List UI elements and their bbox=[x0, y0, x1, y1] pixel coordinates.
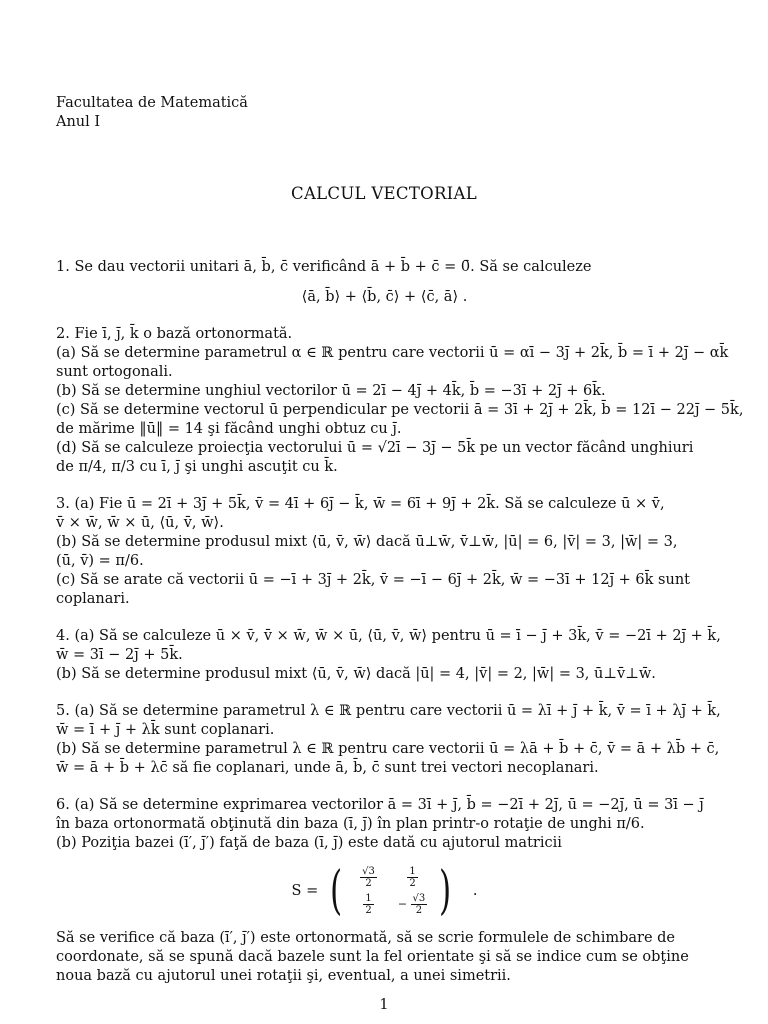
page-number: 1 bbox=[379, 997, 389, 1013]
problem-2-line-7: (d) Să se calculeze proiecţia vectorului ū = √2ī − 3j̄ − 5k̄ pe un vector făcând unghiuri bbox=[56, 440, 694, 456]
problem-5-line-3: (b) Să se determine parametrul λ ∈ ℝ pentru care vectorii ū = λā + b̄ + c̄, v̄ = ā + λb̄ + c̄, bbox=[56, 741, 720, 757]
problem-1 bbox=[56, 258, 713, 307]
problem-6-line-6: noua bază cu ajutorul unei rotaţii şi, eventual, a unei simetrii. bbox=[56, 968, 511, 984]
document-title: CALCUL VECTORIAL bbox=[291, 184, 477, 203]
problem-5-line-2: w̄ = ī + j̄ + λk̄ sunt coplanari. bbox=[56, 722, 275, 738]
problem-5 bbox=[56, 702, 721, 778]
problem-6-line-4: Să se verifice că baza (ī′, j̄′) este ortonormată, să se scrie formulele de schimbare de bbox=[56, 930, 676, 946]
problem-5-line-1: 5. (a) Să se determine parametrul λ ∈ ℝ pentru care vectorii ū = λī + j̄ + k̄, v̄ = ī + λj̄ + k̄, bbox=[56, 703, 721, 719]
matrix-lhs: S = bbox=[291, 882, 319, 899]
study-year: Anul I bbox=[56, 114, 101, 130]
problem-4-line-3: (b) Să se determine produsul mixt ⟨ū, v̄, w̄⟩ dacă |ū| = 4, |v̄| = 2, |w̄| = 3, ū⊥v̄⊥w̄. bbox=[56, 666, 656, 682]
problem-4-line-2: w̄ = 3ī − 2j̄ + 5k̄. bbox=[56, 647, 183, 663]
problem-6-line-3: (b) Poziţia bazei (ī′, j̄′) faţă de baza (ī, j̄) este dată cu ajutorul matricii bbox=[56, 835, 562, 851]
problem-6-line-5: coordonate, să se spună dacă bazele sunt la fel orientate şi să se indice cum se obţine bbox=[56, 949, 689, 965]
faculty-name: Facultatea de Matematică bbox=[56, 95, 248, 111]
problem-list bbox=[56, 258, 744, 1004]
problem-2-line-6: de mărime ‖ū‖ = 14 şi făcând unghi obtuz cu j̄. bbox=[56, 421, 402, 437]
problem-3-line-1: 3. (a) Fie ū = 2ī + 3j̄ + 5k̄, v̄ = 4ī + 6j̄ − k̄, w̄ = 6ī + 9j̄ + 2k̄. Să se calculeze ū × v̄, bbox=[56, 496, 665, 512]
problem-6-line-2: în baza ortonormată obţinută din baza (ī, j̄) în plan printr-o rotaţie de unghi π/6. bbox=[56, 816, 645, 832]
problem-2-line-5: (c) Să se determine vectorul ū perpendicular pe vectorii ā = 3ī + 2j̄ + 2k̄, b̄ = 12ī − 22j̄ − 5k̄, bbox=[56, 402, 744, 418]
problem-2-line-1: 2. Fie ī, j̄, k̄ o bază ortonormată. bbox=[56, 326, 293, 342]
matrix-equation bbox=[56, 861, 713, 921]
problem-3-line-3: (b) Să se determine produsul mixt ⟨ū, v̄, w̄⟩ dacă ū⊥w̄, v̄⊥w̄, |ū| = 6, |v̄| = 3, |w̄| = 3, bbox=[56, 534, 678, 550]
problem-3-line-6: coplanari. bbox=[56, 591, 130, 607]
problem-3-line-2: v̄ × w̄, w̄ × ū, ⟨ū, v̄, w̄⟩. bbox=[56, 515, 224, 531]
matrix-cell-11: $\frac{√3}{2}$ bbox=[362, 866, 375, 889]
matrix-end: . bbox=[472, 882, 478, 899]
left-paren: ( bbox=[330, 861, 343, 921]
problem-4-line-1: 4. (a) Să se calculeze ū × v̄, v̄ × w̄, w̄ × ū, ⟨ū, v̄, w̄⟩ pentru ū = ī − j̄ + 3k̄, v̄ = −2ī + 2j̄ + k̄, bbox=[56, 628, 721, 644]
problem-1-equation: ⟨ā, b̄⟩ + ⟨b̄, c̄⟩ + ⟨c̄, ā⟩ . bbox=[301, 289, 468, 305]
matrix-grid bbox=[347, 866, 435, 916]
problem-2-line-4: (b) Să se determine unghiul vectorilor ū = 2ī − 4j̄ + 4k̄, b̄ = −3ī + 2j̄ + 6k̄. bbox=[56, 383, 606, 399]
matrix-cell-21: $\frac{1}{2}$ bbox=[365, 893, 372, 916]
problem-3-line-4: (ū, v̄) = π/6. bbox=[56, 553, 144, 569]
problem-5-line-4: w̄ = ā + b̄ + λc̄ să fie coplanari, unde ā, b̄, c̄ sunt trei vectori necoplanari. bbox=[56, 760, 599, 776]
problem-3 bbox=[56, 495, 713, 609]
problem-4 bbox=[56, 627, 721, 684]
matrix-cell-12: $\frac{1}{2}$ bbox=[409, 866, 416, 889]
matrix-cell-22: − $\frac{√3}{2}$ bbox=[397, 893, 426, 916]
problem-6-line-1: 6. (a) Să se determine exprimarea vectorilor ā = 3ī + j̄, b̄ = −2ī + 2j̄, ū = −2j̄, ū = 3ī − j̄ bbox=[56, 797, 704, 813]
right-paren: ) bbox=[438, 861, 451, 921]
problem-2-line-8: de π/4, π/3 cu ī, j̄ şi unghi ascuţit cu k̄. bbox=[56, 459, 338, 475]
problem-2-line-2: (a) Să se determine parametrul α ∈ ℝ pentru care vectorii ū = αī − 3j̄ + 2k̄, b̄ = ī + 2j̄ − αk̄ bbox=[56, 345, 729, 361]
problem-2-line-3: sunt ortogonali. bbox=[56, 364, 173, 380]
problem-2 bbox=[56, 325, 744, 477]
problem-3-line-5: (c) Să se arate că vectorii ū = −ī + 3j̄ + 2k̄, v̄ = −ī − 6j̄ + 2k̄, w̄ = −3ī + 12j̄ + 6k̄ sunt bbox=[56, 572, 690, 588]
problem-1-line-1: 1. Se dau vectorii unitari ā, b̄, c̄ verificând ā + b̄ + c̄ = 0̄. Să se calculeze bbox=[56, 259, 592, 275]
problem-6 bbox=[56, 796, 713, 986]
matrix-cell-22-sign: − bbox=[397, 897, 408, 911]
header bbox=[56, 94, 248, 132]
